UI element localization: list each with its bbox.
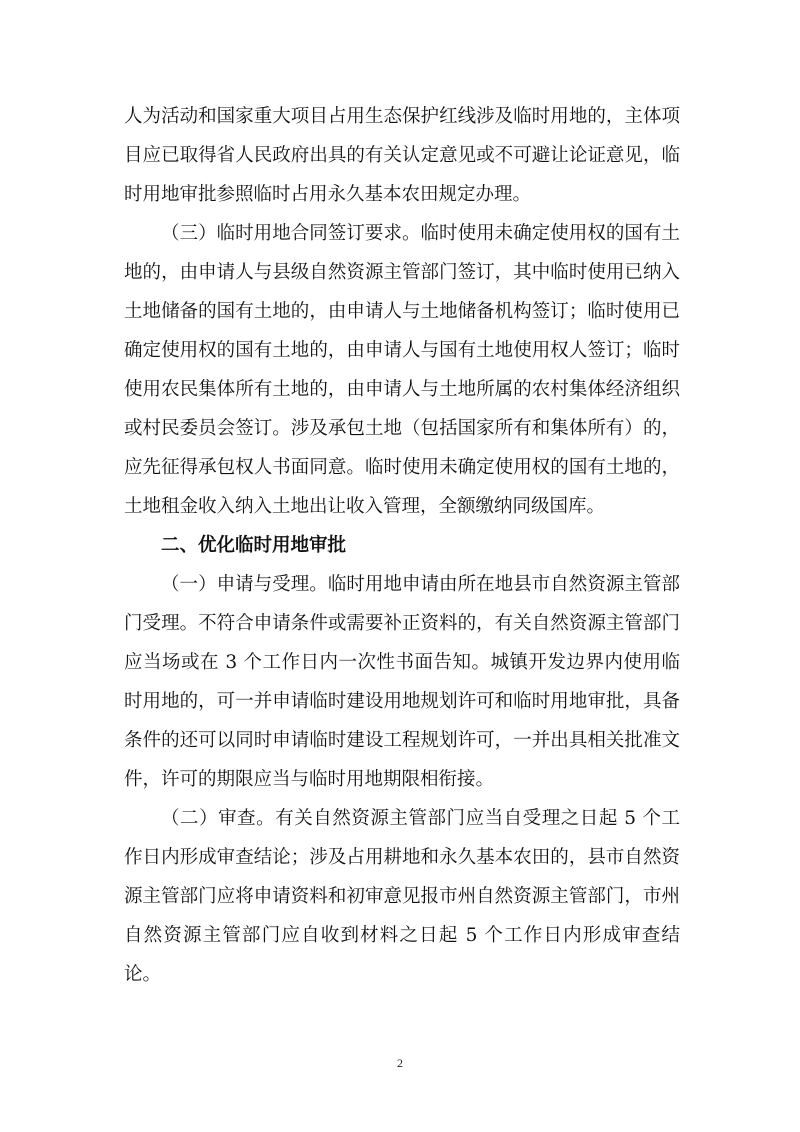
page-number: 2 bbox=[397, 1056, 403, 1070]
document-body bbox=[124, 97, 680, 994]
paragraph-contract-requirements: （三）临时用地合同签订要求。临时使用未确定使用权的国有土地的，由申请人与县级自然资源主管部门签订，其中临时使用已纳入土地储备的国有土地的，由申请人与土地储备机构签订；临时使用已确定使用权的国有土地的，由申请人与国有土地使用权人签订；临时使用农民集体所有土地的，由申请人与土地所属的农村集体经济组织或村民委员会签订。涉及承包土地（包括国家所有和集体所有）的，应先征得承包权人书面同意。临时使用未确定使用权的国有土地的，土地租金收入纳入土地出让收入管理，全额缴纳同级国库。 bbox=[124, 223, 680, 517]
section-heading-optimize-approval: 二、优化临时用地审批 bbox=[161, 535, 347, 556]
paragraph-review: （二）审查。有关自然资源主管部门应当自受理之日起 5 个工作日内形成审查结论；涉及占用耕地和永久基本农田的，县市自然资源主管部门应将申请资料和初审意见报市州自然资源主管部门，市州自然资源主管部门应自收到材料之日起 5 个工作日内形成审查结论。 bbox=[124, 808, 680, 985]
paragraph-continuation: 人为活动和国家重大项目占用生态保护红线涉及临时用地的，主体项目应已取得省人民政府出具的有关认定意见或不可避让论证意见，临时用地审批参照临时占用永久基本农田规定办理。 bbox=[124, 106, 680, 205]
paragraph-application-acceptance: （一）申请与受理。临时用地申请由所在地县市自然资源主管部门受理。不符合申请条件或需要补正资料的，有关自然资源主管部门应当场或在 3 个工作日内一次性书面告知。城镇开发边界内使用临时用地的，可一并申请临时建设用地规划许可和临时用地审批，具备条件的还可以同时申请临时建设工程规划许可，一并出具相关批准文件，许可的期限应当与临时用地期限相衔接。 bbox=[124, 574, 680, 790]
